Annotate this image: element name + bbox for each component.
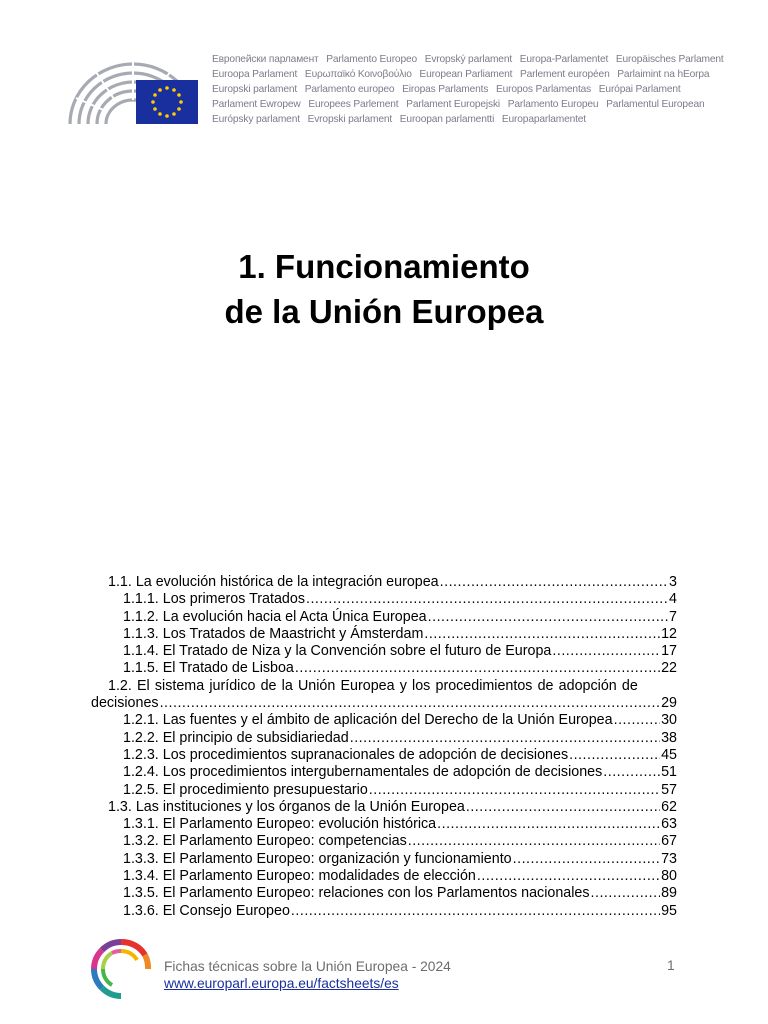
toc-entry-label: 1.2.3. Los procedimientos supranacionales de adopción de decisiones — [123, 746, 569, 763]
parliament-name: Europa-Parlamentet — [519, 54, 609, 65]
toc-entry-page: 57 — [661, 781, 677, 798]
toc-leader-dots — [477, 868, 660, 885]
toc-leader-dots — [408, 833, 660, 850]
parliament-names-row — [212, 97, 732, 112]
toc-entry-label: decisiones — [91, 695, 159, 712]
toc-entry[interactable] — [91, 574, 677, 591]
parliament-name: Európsky parlament — [212, 114, 300, 125]
footer-text — [164, 958, 451, 992]
toc-entry[interactable] — [91, 712, 677, 729]
parliament-name: Evropský parlament — [424, 54, 513, 65]
parliament-name: Parlamento Europeo — [326, 54, 417, 65]
title-line-1: 1. Funcionamiento — [238, 248, 530, 285]
parliament-name: Parlament Ewropew — [212, 99, 301, 110]
toc-entry-page: 17 — [661, 643, 677, 660]
parliament-names — [212, 52, 732, 127]
toc-entry-label: 1.3.3. El Parlamento Europeo: organización y funcionamiento — [123, 850, 512, 867]
toc-entry-page: 7 — [669, 608, 677, 625]
toc-entry[interactable] — [91, 799, 677, 816]
page-number: 1 — [667, 958, 675, 973]
toc-entry[interactable] — [91, 851, 677, 868]
toc-leader-dots — [440, 574, 668, 591]
parliament-name: Europaparlamentet — [501, 114, 586, 125]
document-title — [0, 244, 768, 334]
toc-entry-page: 12 — [661, 625, 677, 642]
toc-entry-label: 1.1.4. El Tratado de Niza y la Convención sobre el futuro de Europa — [123, 643, 552, 660]
toc-entry-page: 22 — [661, 660, 677, 677]
toc-leader-dots — [428, 609, 668, 626]
parliament-name: European Parliament — [419, 69, 513, 80]
toc-entry-label: 1.3.5. El Parlamento Europeo: relaciones con los Parlamentos nacionales — [123, 885, 590, 902]
page-header — [66, 50, 726, 130]
parliament-name: Parlamentul European — [606, 99, 705, 110]
toc-entry-page: 4 — [669, 591, 677, 608]
toc-leader-dots — [291, 903, 660, 920]
toc-leader-dots — [614, 712, 661, 729]
parliament-name: Parlamento europeo — [304, 84, 395, 95]
toc-entry-page: 38 — [661, 729, 677, 746]
toc-entry-page: 62 — [661, 798, 677, 815]
toc-entry-label: 1.2.4. Los procedimientos intergubernamentales de adopción de decisiones — [123, 764, 603, 781]
toc-entry[interactable] — [91, 747, 677, 764]
parliament-name: Parlament Europejski — [406, 99, 500, 110]
toc-entry[interactable] — [91, 764, 677, 781]
toc-entry-page: 45 — [661, 746, 677, 763]
toc-entry-label: 1.2.1. Las fuentes y el ámbito de aplicación del Derecho de la Unión Europea — [123, 712, 613, 729]
toc-leader-dots — [160, 695, 661, 712]
toc-entry-label: 1.3.4. El Parlamento Europeo: modalidades de elección — [123, 868, 476, 885]
parliament-names-row — [212, 52, 732, 67]
parliament-name: Европейски парламент — [212, 54, 319, 65]
toc-entry-label: 1.3.1. El Parlamento Europeo: evolución histórica — [123, 816, 437, 833]
parliament-name: Euroopan parlamentti — [399, 114, 495, 125]
toc-entry-label: 1.2.2. El principio de subsidiariedad — [123, 729, 349, 746]
toc-leader-dots — [306, 591, 668, 608]
parliament-name: Európai Parlament — [598, 84, 681, 95]
parliament-name: Evropski parlament — [307, 114, 393, 125]
toc-entry-label: 1.1.1. Los primeros Tratados — [123, 591, 305, 608]
toc-entry-page: 67 — [661, 833, 677, 850]
toc-entry-page: 29 — [661, 695, 677, 712]
toc-entry[interactable] — [91, 678, 677, 695]
parliament-names-row — [212, 82, 732, 97]
toc-entry[interactable] — [91, 782, 677, 799]
toc-entry[interactable] — [91, 626, 677, 643]
toc-leader-dots — [552, 643, 660, 660]
parliament-name: Europees Parlement — [308, 99, 399, 110]
toc-entry-page: 80 — [661, 868, 677, 885]
toc-entry-page: 3 — [669, 574, 677, 590]
parliament-name: Europos Parlamentas — [495, 84, 592, 95]
toc-leader-dots — [295, 660, 660, 677]
toc-entry-page: 95 — [661, 902, 677, 919]
toc-leader-dots — [591, 885, 661, 902]
toc-entry[interactable] — [91, 643, 677, 660]
toc-entry-label: 1.1.3. Los Tratados de Maastricht y Ámsterdam — [123, 625, 424, 642]
toc-leader-dots — [569, 747, 660, 764]
toc-entry[interactable] — [91, 903, 677, 920]
toc-entry[interactable] — [91, 660, 677, 677]
toc-entry[interactable] — [91, 868, 677, 885]
toc-leader-dots — [350, 730, 660, 747]
toc-leader-dots — [466, 799, 660, 816]
toc-entry-label: 1.3.6. El Consejo Europeo — [123, 902, 290, 919]
toc-entry-page: 51 — [661, 764, 677, 781]
factsheets-logo — [90, 938, 152, 1000]
toc-leader-dots — [603, 764, 660, 781]
toc-entry-page: 89 — [661, 885, 677, 902]
parliament-name: Parlamento Europeu — [507, 99, 599, 110]
parliament-name: Euroopa Parlament — [212, 69, 298, 80]
toc-entry-label: 1.3.2. El Parlamento Europeo: competencias — [123, 833, 407, 850]
toc-entry[interactable] — [91, 833, 677, 850]
toc-leader-dots — [513, 851, 660, 868]
parliament-name: Europäisches Parlament — [615, 54, 724, 65]
toc-entry-continuation[interactable] — [91, 695, 677, 712]
parliament-name: Parlaimint na hEorpa — [617, 69, 710, 80]
toc-entry-page: 73 — [661, 850, 677, 867]
toc-entry[interactable] — [91, 885, 677, 902]
toc-leader-dots — [437, 816, 660, 833]
parliament-name: Europski parlament — [212, 84, 298, 95]
parliament-name: Eiropas Parlaments — [402, 84, 489, 95]
toc-entry-label: 1.2. El sistema jurídico de la Unión Europea y los procedimientos de adopción de — [108, 677, 638, 694]
table-of-contents — [91, 574, 677, 920]
footer-publication: Fichas técnicas sobre la Unión Europea - 2024 — [164, 959, 451, 974]
toc-entry-page: 30 — [661, 712, 677, 729]
toc-entry-page: 63 — [661, 816, 677, 833]
parliament-name: Ευρωπαϊκό Κοινοβούλιο — [304, 69, 412, 80]
toc-entry-label: 1.3. Las instituciones y los órganos de la Unión Europea — [108, 798, 465, 815]
toc-leader-dots — [369, 782, 660, 799]
page-footer — [0, 936, 768, 1006]
toc-entry-label: 1.1. La evolución histórica de la integración europea — [108, 574, 439, 590]
parliament-names-row — [212, 67, 732, 82]
parliament-names-row — [212, 112, 732, 127]
parliament-name: Parlement européen — [519, 69, 610, 80]
toc-entry-label: 1.1.5. El Tratado de Lisboa — [123, 660, 294, 677]
title-line-2: de la Unión Europea — [224, 293, 544, 330]
toc-entry[interactable] — [91, 730, 677, 747]
toc-entry[interactable] — [91, 816, 677, 833]
toc-entry-label: 1.1.2. La evolución hacia el Acta Única Europea — [123, 608, 427, 625]
toc-leader-dots — [424, 626, 660, 643]
toc-entry[interactable] — [91, 591, 677, 608]
toc-entry-label: 1.2.5. El procedimiento presupuestario — [123, 781, 368, 798]
european-parliament-logo — [66, 50, 200, 126]
toc-entry[interactable] — [91, 609, 677, 626]
footer-link[interactable]: www.europarl.europa.eu/factsheets/es — [164, 976, 399, 991]
